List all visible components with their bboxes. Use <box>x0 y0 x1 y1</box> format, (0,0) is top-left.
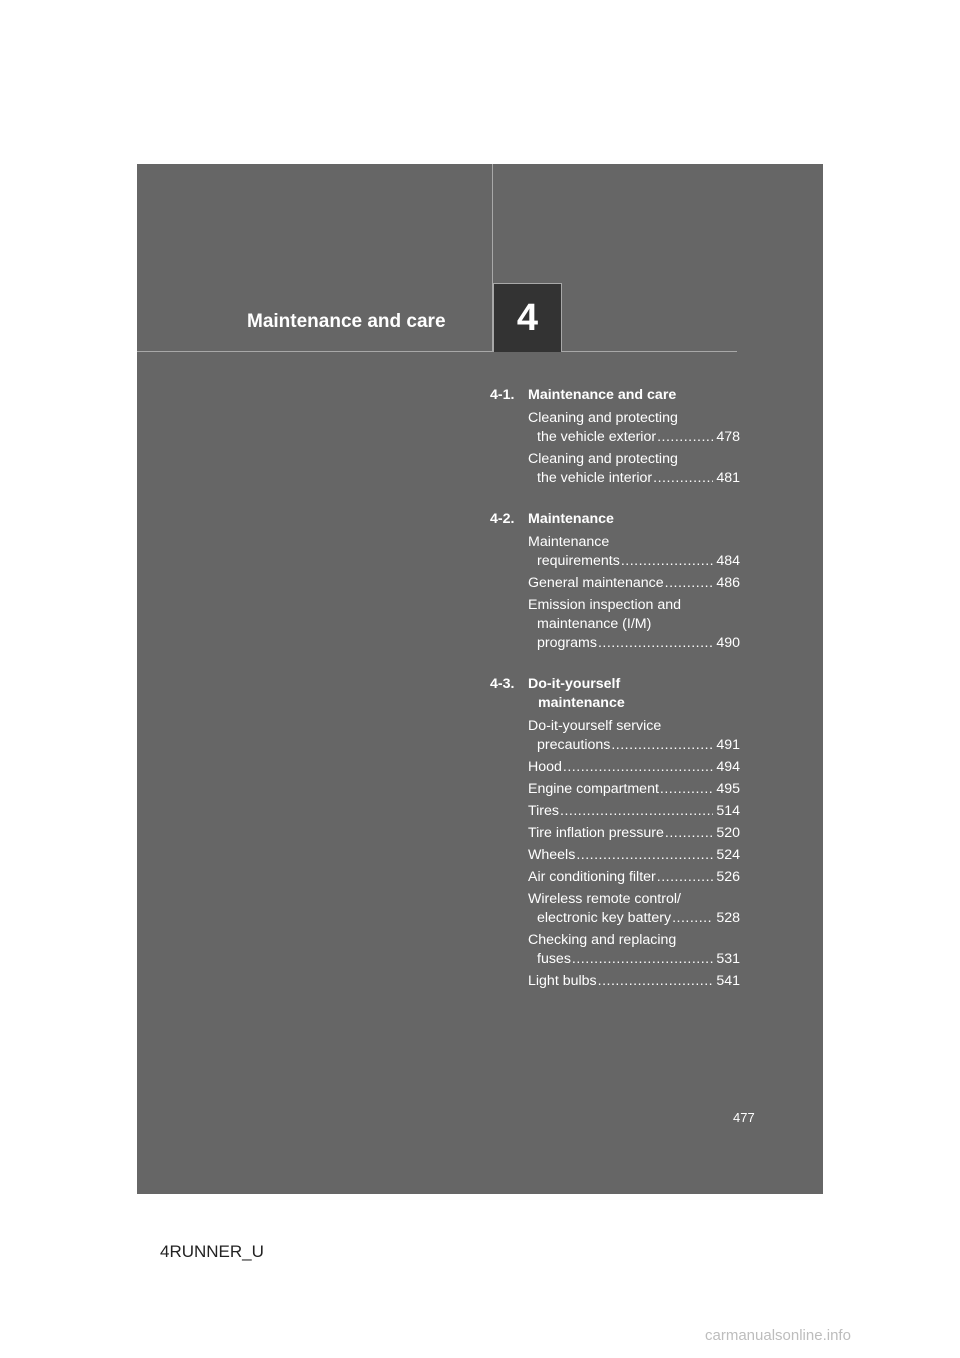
entry-last-line <box>528 634 740 653</box>
toc-entry[interactable] <box>528 533 740 571</box>
dot-leader <box>672 909 713 928</box>
entry-text-line: electronic key battery <box>537 910 672 926</box>
section-number: 4-3. <box>490 676 515 692</box>
toc-entry[interactable] <box>528 972 740 991</box>
entry-text-line: requirements <box>537 553 620 569</box>
toc-entry[interactable] <box>528 596 740 653</box>
section-title-line: Maintenance and care <box>528 387 677 403</box>
entry-page-number: 514 <box>716 803 740 819</box>
entry-text-line: Tire inflation pressure <box>528 825 664 841</box>
entry-text-line: Checking and replacing <box>528 932 677 948</box>
toc-section-heading[interactable] <box>490 386 740 405</box>
section-title-line: Maintenance <box>528 511 614 527</box>
entry-last-line <box>528 846 740 865</box>
entry-page-number: 495 <box>716 781 740 797</box>
entry-text-line: the vehicle exterior <box>537 429 657 445</box>
toc-section <box>490 675 740 991</box>
toc-section <box>490 510 740 653</box>
entry-page-number: 524 <box>716 847 740 863</box>
entry-last-line <box>528 428 740 447</box>
toc-entry[interactable] <box>528 868 740 887</box>
entry-last-line <box>528 868 740 887</box>
divider-horizontal <box>137 351 737 352</box>
table-of-contents <box>490 386 740 1013</box>
chapter-number-badge <box>493 283 562 352</box>
entry-page-number: 520 <box>716 825 740 841</box>
entry-text-line: Engine compartment <box>528 781 659 797</box>
toc-entry[interactable] <box>528 758 740 777</box>
entry-text-line: Wireless remote control/ <box>528 891 681 907</box>
toc-entry[interactable] <box>528 802 740 821</box>
entry-page-number: 481 <box>716 470 740 486</box>
dot-leader <box>665 574 714 593</box>
entry-text-line: Maintenance <box>528 534 610 550</box>
entry-text-line: Cleaning and protecting <box>528 451 678 467</box>
entry-text-line: precautions <box>537 737 611 753</box>
toc-entry[interactable] <box>528 450 740 488</box>
toc-entries <box>528 409 740 488</box>
dot-leader <box>563 758 713 777</box>
entry-text-line: Tires <box>528 803 560 819</box>
entry-text-line: programs <box>537 635 597 651</box>
entry-text-line: Do-it-yourself service <box>528 718 662 734</box>
toc-entry[interactable] <box>528 717 740 755</box>
dot-leader <box>653 469 713 488</box>
section-title <box>528 510 740 529</box>
entry-last-line <box>528 780 740 799</box>
entry-page-number: 490 <box>716 635 740 651</box>
dot-leader <box>576 846 713 865</box>
entry-page-number: 486 <box>716 575 740 591</box>
entry-page-number: 494 <box>716 759 740 775</box>
toc-entry[interactable] <box>528 780 740 799</box>
dot-leader <box>657 428 713 447</box>
entry-last-line <box>528 736 740 755</box>
entry-page-number: 531 <box>716 951 740 967</box>
entry-page-number: 478 <box>716 429 740 445</box>
entry-text-line: Air conditioning filter <box>528 869 656 885</box>
entry-last-line <box>528 758 740 777</box>
toc-entries <box>528 533 740 653</box>
entry-text-line: Light bulbs <box>528 973 597 989</box>
entry-last-line <box>528 574 740 593</box>
toc-entry[interactable] <box>528 931 740 969</box>
section-title <box>528 675 740 713</box>
document-code: 4RUNNER_U <box>160 1242 264 1261</box>
entry-last-line <box>528 909 740 928</box>
entry-page-number: 484 <box>716 553 740 569</box>
entry-last-line <box>528 802 740 821</box>
toc-entry[interactable] <box>528 846 740 865</box>
dot-leader <box>611 736 713 755</box>
entry-text-line: the vehicle interior <box>537 470 653 486</box>
entry-page-number: 491 <box>716 737 740 753</box>
section-title-line: Do-it-yourself <box>528 676 621 692</box>
entry-text-line: General maintenance <box>528 575 664 591</box>
section-number: 4-2. <box>490 511 515 527</box>
entry-last-line <box>528 824 740 843</box>
section-title <box>528 386 740 405</box>
dot-leader <box>572 950 713 969</box>
dot-leader <box>660 780 713 799</box>
watermark: carmanualsonline.info <box>705 1327 851 1344</box>
dot-leader <box>598 972 714 991</box>
chapter-number: 4 <box>516 296 539 339</box>
toc-section <box>490 386 740 488</box>
entry-last-line <box>528 972 740 991</box>
entry-text-line: Hood <box>528 759 562 775</box>
entry-text-line: Emission inspection and <box>528 597 681 613</box>
entry-page-number: 528 <box>716 910 740 926</box>
entry-last-line <box>528 950 740 969</box>
toc-section-heading[interactable] <box>490 510 740 529</box>
dot-leader <box>621 552 714 571</box>
entry-last-line <box>528 552 740 571</box>
toc-entry[interactable] <box>528 824 740 843</box>
entry-page-number: 526 <box>716 869 740 885</box>
section-title-line: maintenance <box>538 695 625 711</box>
dot-leader <box>560 802 713 821</box>
toc-entry[interactable] <box>528 890 740 928</box>
toc-entries <box>528 717 740 991</box>
dot-leader <box>665 824 713 843</box>
toc-entry[interactable] <box>528 409 740 447</box>
chapter-title: Maintenance and care <box>247 311 446 332</box>
toc-entry[interactable] <box>528 574 740 593</box>
entry-text-line: fuses <box>537 951 571 967</box>
entry-page-number: 541 <box>716 973 740 989</box>
toc-section-heading[interactable] <box>490 675 740 713</box>
dot-leader <box>657 868 714 887</box>
entry-text-line: maintenance (I/M) <box>537 616 652 632</box>
entry-last-line <box>528 469 740 488</box>
section-number: 4-1. <box>490 387 515 403</box>
page-number: 477 <box>733 1110 755 1125</box>
entry-text-line: Wheels <box>528 847 576 863</box>
dot-leader <box>598 634 713 653</box>
entry-text-line: Cleaning and protecting <box>528 410 678 426</box>
